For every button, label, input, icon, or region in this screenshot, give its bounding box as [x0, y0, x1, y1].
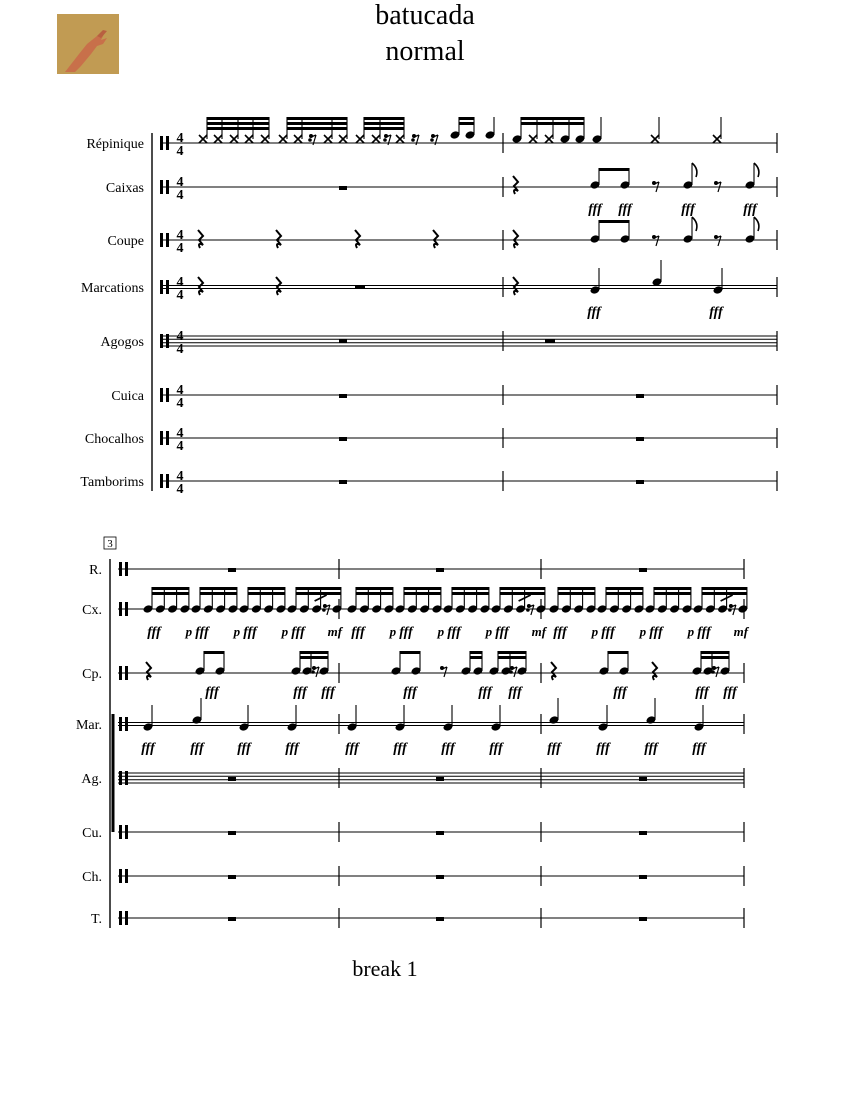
- percussion-clef: [160, 334, 163, 348]
- percussion-clef: [160, 388, 163, 402]
- dynamic-marking: p: [639, 624, 647, 639]
- percussion-clef: [119, 825, 122, 839]
- beam: [558, 592, 595, 595]
- dynamic-marking: fff: [489, 741, 503, 756]
- flag: [754, 217, 759, 231]
- beam: [500, 592, 545, 595]
- beam: [470, 656, 482, 659]
- beam: [152, 587, 189, 590]
- measure-number: 3: [107, 538, 113, 550]
- percussion-clef: [166, 180, 169, 194]
- dynamic-marking: fff: [345, 741, 359, 756]
- time-signature-top: 4: [176, 228, 184, 243]
- beam: [654, 587, 691, 590]
- beam: [608, 651, 628, 654]
- beam: [364, 127, 404, 130]
- dynamic-marking: fff: [495, 625, 509, 640]
- half-rest: [545, 339, 555, 343]
- dynamic-marking: fff: [441, 741, 455, 756]
- time-signature-bottom: 4: [176, 482, 184, 497]
- sixteenth-rest: [308, 138, 312, 142]
- dynamic-marking: fff: [723, 685, 737, 700]
- percussion-clef: [125, 911, 128, 925]
- time-signature-top: 4: [176, 175, 184, 190]
- beam: [356, 587, 393, 590]
- percussion-clef: [166, 136, 169, 150]
- dynamic-marking: p: [389, 624, 397, 639]
- percussion-clef: [166, 334, 169, 348]
- beam: [400, 651, 420, 654]
- beam: [248, 592, 285, 595]
- dynamic-marking: fff: [403, 685, 417, 700]
- whole-rest: [639, 568, 647, 572]
- whole-rest: [636, 394, 644, 398]
- quarter-rest: [551, 662, 556, 680]
- whole-rest: [436, 831, 444, 835]
- beam: [654, 592, 691, 595]
- time-signature-top: 4: [176, 329, 184, 344]
- whole-rest: [639, 875, 647, 879]
- dynamic-marking: fff: [596, 741, 610, 756]
- beam: [702, 592, 747, 595]
- flag: [692, 217, 697, 231]
- beam: [248, 587, 285, 590]
- sixteenth-rest: [411, 138, 415, 142]
- dynamic-marking: fff: [243, 625, 257, 640]
- beam: [498, 651, 526, 654]
- dynamic-marking: p: [687, 624, 695, 639]
- quarter-rest: [513, 176, 518, 194]
- beam: [459, 117, 474, 120]
- beam: [287, 122, 347, 125]
- quarter-rest: [276, 230, 281, 248]
- percussion-clef: [125, 869, 128, 883]
- instrument-label: Agogos: [100, 335, 144, 350]
- whole-rest: [339, 394, 347, 398]
- dynamic-marking: fff: [291, 625, 305, 640]
- sixteenth-rest: [430, 138, 434, 142]
- sixteenth-rest: [383, 138, 387, 142]
- beam: [500, 587, 545, 590]
- time-signature-bottom: 4: [176, 342, 184, 357]
- beam: [296, 587, 341, 590]
- instrument-label: Marcations: [81, 281, 144, 296]
- beam: [200, 587, 237, 590]
- beam: [606, 592, 643, 595]
- percussion-clef: [119, 602, 122, 616]
- dynamic-marking: fff: [644, 741, 658, 756]
- instrument-label: Coupe: [107, 234, 144, 249]
- beam: [521, 122, 584, 125]
- dynamic-marking: fff: [695, 685, 709, 700]
- dynamic-marking: fff: [205, 685, 219, 700]
- percussion-clef: [166, 431, 169, 445]
- instrument-label: Ch.: [82, 870, 102, 885]
- score-title: batucada: [375, 0, 475, 31]
- percussion-clef: [119, 869, 122, 883]
- beam: [207, 122, 269, 125]
- beam: [300, 651, 328, 654]
- percussion-clef: [125, 562, 128, 576]
- beam: [207, 117, 269, 120]
- beam: [204, 651, 224, 654]
- percussion-clef: [166, 280, 169, 294]
- time-signature-top: 4: [176, 131, 184, 146]
- dynamic-marking: fff: [618, 202, 632, 217]
- quarter-rest: [355, 230, 360, 248]
- whole-rest: [228, 875, 236, 879]
- percussion-clef: [125, 666, 128, 680]
- beam: [599, 168, 629, 171]
- instrument-label: Cp.: [82, 667, 102, 682]
- half-rest: [355, 285, 365, 289]
- quarter-rest: [198, 230, 203, 248]
- dynamic-marking: fff: [285, 741, 299, 756]
- quarter-rest: [146, 662, 151, 680]
- percussion-clef: [125, 717, 128, 731]
- dynamic-marking: fff: [237, 741, 251, 756]
- dynamic-marking: p: [185, 624, 193, 639]
- percussion-clef: [119, 562, 122, 576]
- dynamic-marking: mf: [531, 624, 547, 639]
- quarter-rest: [433, 230, 438, 248]
- quarter-rest: [513, 230, 518, 248]
- dynamic-marking: p: [281, 624, 289, 639]
- whole-rest: [636, 480, 644, 484]
- flag: [754, 163, 759, 177]
- dynamic-marking: fff: [709, 305, 723, 320]
- dynamic-marking: p: [233, 624, 241, 639]
- percussion-clef: [119, 771, 122, 785]
- beam: [498, 656, 526, 659]
- dynamic-marking: fff: [393, 741, 407, 756]
- time-signature-top: 4: [176, 383, 184, 398]
- dynamic-marking: p: [437, 624, 445, 639]
- dynamic-marking: fff: [508, 685, 522, 700]
- percussion-clef: [160, 431, 163, 445]
- percussion-clef: [119, 666, 122, 680]
- percussion-clef: [125, 825, 128, 839]
- whole-rest: [228, 917, 236, 921]
- instrument-label: Caixas: [105, 181, 144, 196]
- beam: [452, 587, 489, 590]
- instrument-label: T.: [90, 912, 102, 927]
- dynamic-marking: p: [485, 624, 493, 639]
- time-signature-bottom: 4: [176, 241, 184, 256]
- instrument-label: Répinique: [86, 137, 144, 152]
- dynamic-marking: mf: [733, 624, 749, 639]
- whole-rest: [228, 777, 236, 781]
- instrument-label: Chocalhos: [84, 432, 144, 447]
- beam: [152, 592, 189, 595]
- dynamic-marking: fff: [447, 625, 461, 640]
- beam: [287, 127, 347, 130]
- time-signature-top: 4: [176, 426, 184, 441]
- beam: [558, 587, 595, 590]
- beam: [404, 592, 441, 595]
- whole-rest: [339, 480, 347, 484]
- whole-rest: [228, 568, 236, 572]
- dynamic-marking: fff: [649, 625, 663, 640]
- time-signature-bottom: 4: [176, 288, 184, 303]
- whole-rest: [436, 875, 444, 879]
- whole-rest: [228, 831, 236, 835]
- percussion-clef: [160, 474, 163, 488]
- dynamic-marking: fff: [601, 625, 615, 640]
- score-subtitle: normal: [385, 36, 465, 67]
- beam: [459, 122, 474, 125]
- quarter-rest: [652, 662, 657, 680]
- dynamic-marking: fff: [547, 741, 561, 756]
- beam: [207, 127, 269, 130]
- whole-rest: [339, 437, 347, 441]
- time-signature-top: 4: [176, 275, 184, 290]
- percussion-clef: [119, 911, 122, 925]
- whole-rest: [639, 917, 647, 921]
- dynamic-marking: fff: [293, 685, 307, 700]
- dynamic-marking: fff: [743, 202, 757, 217]
- dynamic-marking: fff: [321, 685, 335, 700]
- dynamic-marking: fff: [190, 741, 204, 756]
- whole-rest: [639, 777, 647, 781]
- section-label: break 1: [352, 956, 418, 981]
- beam: [470, 651, 482, 654]
- beam: [702, 587, 747, 590]
- beam: [599, 220, 629, 223]
- percussion-clef: [125, 602, 128, 616]
- percussion-clef: [160, 136, 163, 150]
- percussion-clef: [166, 388, 169, 402]
- beam: [300, 656, 328, 659]
- dynamic-marking: fff: [587, 305, 601, 320]
- percussion-clef: [160, 180, 163, 194]
- time-signature-bottom: 4: [176, 144, 184, 159]
- whole-rest: [339, 186, 347, 190]
- dynamic-marking: fff: [681, 202, 695, 217]
- instrument-label: Cuica: [111, 389, 144, 404]
- time-signature-bottom: 4: [176, 188, 184, 203]
- beam: [452, 592, 489, 595]
- sixteenth-rest: [728, 608, 732, 612]
- whole-rest: [639, 831, 647, 835]
- system-2: [76, 537, 750, 928]
- dynamic-marking: fff: [147, 625, 161, 640]
- sixteenth-rest: [711, 670, 715, 674]
- time-signature-top: 4: [176, 469, 184, 484]
- dynamic-marking: fff: [351, 625, 365, 640]
- system-1: [80, 117, 777, 497]
- dynamic-marking: fff: [692, 741, 706, 756]
- percussion-clef: [166, 233, 169, 247]
- beam: [701, 651, 729, 654]
- beam: [364, 122, 404, 125]
- dynamic-marking: mf: [327, 624, 343, 639]
- beam: [701, 656, 729, 659]
- beam: [287, 117, 347, 120]
- dynamic-marking: fff: [399, 625, 413, 640]
- beam: [404, 587, 441, 590]
- time-signature-bottom: 4: [176, 396, 184, 411]
- whole-rest: [436, 568, 444, 572]
- time-signature-bottom: 4: [176, 439, 184, 454]
- sixteenth-rest: [509, 670, 513, 674]
- beam: [296, 592, 341, 595]
- sixteenth-rest: [322, 608, 326, 612]
- dynamic-marking: fff: [195, 625, 209, 640]
- flag: [692, 163, 697, 177]
- instrument-label: Mar.: [75, 718, 102, 733]
- whole-rest: [339, 339, 347, 343]
- whole-rest: [436, 917, 444, 921]
- instrument-label: Tamborims: [80, 475, 144, 490]
- instrument-label: R.: [89, 563, 102, 578]
- whole-rest: [436, 777, 444, 781]
- dynamic-marking: fff: [478, 685, 492, 700]
- dynamic-marking: p: [591, 624, 599, 639]
- percussion-clef: [160, 233, 163, 247]
- instrument-label: Ag.: [81, 772, 102, 787]
- sixteenth-rest: [526, 608, 530, 612]
- percussion-clef: [125, 771, 128, 785]
- beam: [606, 587, 643, 590]
- dynamic-marking: fff: [697, 625, 711, 640]
- dynamic-marking: fff: [588, 202, 602, 217]
- beam: [200, 592, 237, 595]
- percussion-clef: [119, 717, 122, 731]
- instrument-label: Cu.: [82, 826, 102, 841]
- beam: [521, 117, 584, 120]
- percussion-clef: [160, 280, 163, 294]
- beam: [364, 117, 404, 120]
- dynamic-marking: fff: [613, 685, 627, 700]
- dynamic-marking: fff: [141, 741, 155, 756]
- beam: [356, 592, 393, 595]
- sixteenth-rest: [311, 670, 315, 674]
- instrument-label: Cx.: [82, 603, 102, 618]
- whole-rest: [636, 437, 644, 441]
- dynamic-marking: fff: [553, 625, 567, 640]
- percussion-clef: [166, 474, 169, 488]
